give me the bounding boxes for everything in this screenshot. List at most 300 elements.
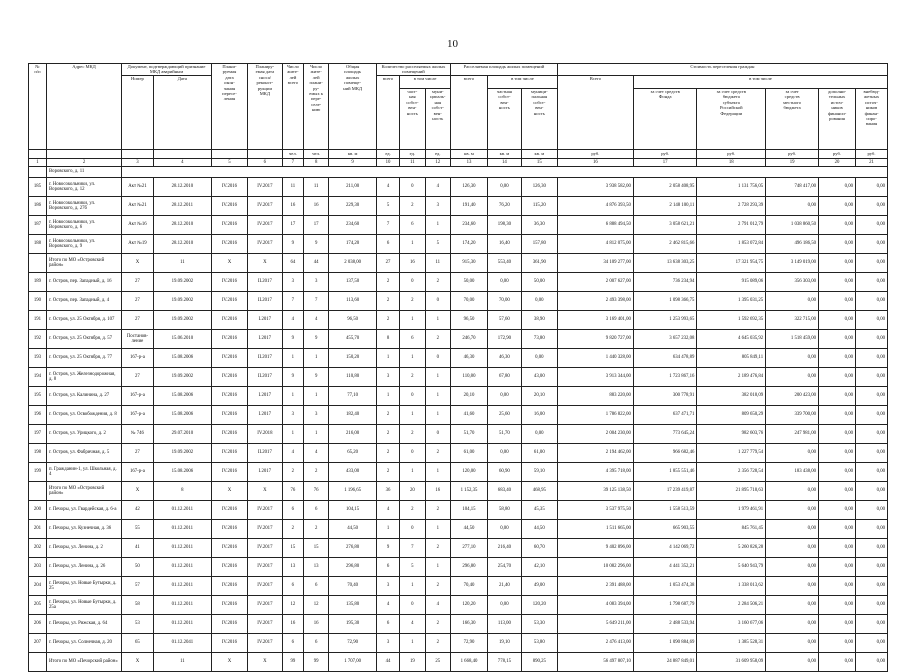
table-row (29, 501, 888, 520)
table-cell: 4 083 394,00 (557, 596, 633, 615)
table-cell: 2 (400, 368, 425, 387)
table-cell: 0,00 (766, 577, 819, 596)
table-cell: 2 058 408,95 (633, 178, 696, 197)
table-cell: 65 (122, 634, 154, 653)
table-cell: 1 (425, 311, 450, 330)
table-cell: 6 (282, 577, 303, 596)
table-cell (29, 482, 47, 501)
table-cell: Акт №21 (122, 197, 154, 216)
address-cell: г. Новосокольники, ул. Воровского, д. 6 (46, 216, 121, 235)
table-cell: I.2017 (247, 406, 282, 425)
table-cell: 1 855 551,46 (633, 463, 696, 482)
table-cell: 1 (282, 387, 303, 406)
table-cell: 0,00 (819, 216, 856, 235)
table-cell: 15 (282, 539, 303, 558)
table-cell: 70,00 (450, 292, 487, 311)
table-cell: 0,00 (766, 292, 819, 311)
header-cost-local: за счет средств местного бюджета (766, 89, 819, 150)
table-cell: 2 004 230,00 (557, 425, 633, 444)
table-cell: 0,00 (856, 482, 888, 501)
table-cell: X (247, 653, 282, 672)
table-cell: 845 761,45 (697, 520, 766, 539)
table-cell: 0,00 (856, 634, 888, 653)
table-cell: 1 (376, 349, 399, 368)
table-cell: 1 798 687,79 (633, 596, 696, 615)
table-cell: № 746 (122, 425, 154, 444)
table-cell: 890,25 (521, 653, 557, 672)
table-cell: 7 (376, 216, 399, 235)
address-cell: г. Остров, ул. Железнодорожная, д. 8 (46, 368, 121, 387)
table-cell: 0,00 (766, 653, 819, 672)
address-cell: г. Печоры, ул. Ленина, д. 26 (46, 558, 121, 577)
address-cell: г. Печоры, ул. Новые Бутырки, д. 25а (46, 596, 121, 615)
table-cell: 2 (400, 292, 425, 311)
table-cell: 19.09.2002 (153, 444, 211, 463)
header-count-incl: в том числе (400, 76, 451, 89)
unit-cell (122, 150, 154, 159)
table-cell: 5 640 943,79 (697, 558, 766, 577)
table-cell: 0,00 (819, 615, 856, 634)
table-cell: 0,00 (856, 349, 888, 368)
table-cell: 0,00 (819, 482, 856, 501)
table-cell: 2 (425, 634, 450, 653)
column-number: 7 (282, 159, 303, 167)
address-cell: г. Остров, ул. Освобождения, д. 8 (46, 406, 121, 425)
table-cell: II.2017 (247, 444, 282, 463)
table-cell: 4 645 035,92 (697, 330, 766, 349)
table-cell: 6 (400, 216, 425, 235)
table-cell: 3 169 401,00 (557, 311, 633, 330)
table-cell: 19,10 (487, 634, 521, 653)
table-cell: 17 (282, 216, 303, 235)
table-cell: 0,00 (856, 368, 888, 387)
table-cell: 11 (153, 653, 211, 672)
table-cell: IV.2016 (211, 463, 247, 482)
table-cell: 2 728 293,39 (697, 197, 766, 216)
column-number: 21 (856, 159, 888, 167)
table-cell: 196 (29, 406, 47, 425)
table-cell: 0,00 (521, 349, 557, 368)
table-cell: 51,70 (450, 425, 487, 444)
table-cell: Акт №16 (122, 216, 154, 235)
table-cell: 41,60 (450, 406, 487, 425)
table-cell: 0,00 (819, 653, 856, 672)
column-number: 20 (819, 159, 856, 167)
continuation-address: Воровского, д. 11 (46, 167, 121, 178)
table-cell: IV.2016 (211, 349, 247, 368)
table-cell: 19 (400, 653, 425, 672)
table-cell: 19.09.2002 (153, 273, 211, 292)
table-cell: IV.2016 (211, 273, 247, 292)
header-area-all: всего (450, 76, 487, 150)
table-cell: 36 (376, 482, 399, 501)
table-cell: IV.2016 (211, 615, 247, 634)
table-cell: 1 (400, 235, 425, 254)
table-cell: 3 (376, 634, 399, 653)
table-cell: 277,10 (450, 539, 487, 558)
table-cell: 0,00 (856, 387, 888, 406)
table-cell: 2 (376, 463, 399, 482)
table-cell: 6 (376, 558, 399, 577)
header-cost-incl: в том числе (633, 76, 887, 89)
table-cell: 64 (282, 254, 303, 273)
table-cell: 65,20 (329, 444, 377, 463)
table-cell: IV.2016 (211, 368, 247, 387)
column-numbers-row (29, 159, 888, 167)
table-cell: 0,00 (856, 406, 888, 425)
unit-cell (29, 150, 47, 159)
table-cell: 27 (122, 292, 154, 311)
address-cell: Итого по МО «Островский район» (46, 482, 121, 501)
header-doc-date: Дата (153, 76, 211, 150)
table-cell: 2 (425, 539, 450, 558)
table-row (29, 197, 888, 216)
address-cell: г. Печоры, ул. Рижская, д. 64 (46, 615, 121, 634)
address-cell: г. Печоры, ул. Солнечная, д. 20 (46, 634, 121, 653)
table-cell: 9 820 727,00 (557, 330, 633, 349)
table-cell: 915,30 (450, 254, 487, 273)
table-cell: 3 149 019,00 (766, 254, 819, 273)
table-cell: 0,00 (856, 539, 888, 558)
table-cell: 0,00 (819, 235, 856, 254)
table-cell: 9 (303, 235, 328, 254)
table-cell: 44,50 (450, 520, 487, 539)
table-cell: 229,30 (329, 197, 377, 216)
table-cell: 0,00 (819, 330, 856, 349)
table-cell: 13 638 303,25 (633, 254, 696, 273)
table-cell: 167-р-а (122, 463, 154, 482)
table-cell: 433,00 (329, 463, 377, 482)
table-cell: 1 (400, 634, 425, 653)
table-cell: 4 (376, 501, 399, 520)
table-cell: 44 (376, 653, 399, 672)
table-cell: 15.08.2006 (153, 406, 211, 425)
unit-cell (46, 150, 121, 159)
units-row (29, 150, 888, 159)
table-cell: 193 (29, 349, 47, 368)
table-cell: 72,90 (450, 634, 487, 653)
table-cell: 44,50 (521, 520, 557, 539)
table-cell: 2 194 462,00 (557, 444, 633, 463)
table-cell: X (211, 653, 247, 672)
table-cell: 16 (282, 197, 303, 216)
table-cell: 0,00 (819, 501, 856, 520)
table-cell: 0,00 (819, 558, 856, 577)
table-cell: 200 423,00 (766, 387, 819, 406)
table-cell: 1 196,65 (329, 482, 377, 501)
address-cell: г. Остров, ул. Калинина, д. 27 (46, 387, 121, 406)
column-number: 14 (487, 159, 521, 167)
table-cell: 53,80 (521, 634, 557, 653)
table-cell: 01.12.2041 (153, 634, 211, 653)
table-cell: 2 (376, 444, 399, 463)
unit-cell: руб. (633, 150, 696, 159)
table-cell: 15 (303, 539, 328, 558)
table-cell: 1 (303, 425, 328, 444)
address-cell: г. Печоры, ул. Гвардейская, д. 6-а (46, 501, 121, 520)
table-cell: 96,50 (329, 311, 377, 330)
table-cell: IV.2017 (247, 178, 282, 197)
table-cell: 2 (376, 425, 399, 444)
table-cell: IV.2016 (211, 387, 247, 406)
table-cell: 198 (29, 444, 47, 463)
table-cell: 254,70 (487, 558, 521, 577)
table-cell: IV.2016 (211, 539, 247, 558)
table-cell: 0,00 (856, 520, 888, 539)
table-cell: 0,00 (819, 349, 856, 368)
table-cell: 216,40 (487, 539, 521, 558)
table-row (29, 577, 888, 596)
table-cell: 188 (29, 235, 47, 254)
table-cell: 6 (400, 330, 425, 349)
table-cell: 2 007 627,00 (557, 273, 633, 292)
table-cell: IV.2016 (211, 330, 247, 349)
header-area-incl: в том числе (487, 76, 557, 89)
address-cell: г. Остров, ул. Фабричная, д. 5 (46, 444, 121, 463)
table-cell: 6 (282, 634, 303, 653)
table-cell: 0,00 (819, 178, 856, 197)
table-cell: IV.2016 (211, 634, 247, 653)
table-cell: 27 (122, 273, 154, 292)
header-n: № п/п (29, 64, 47, 150)
table-cell: 7 (400, 539, 425, 558)
table-cell: IV.2016 (211, 596, 247, 615)
column-number: 18 (697, 159, 766, 167)
table-cell: 0 (400, 520, 425, 539)
table-cell: 966 682,46 (633, 444, 696, 463)
unit-cell: ед. (376, 150, 399, 159)
table-cell: IV.2016 (211, 216, 247, 235)
table-cell: 2 (376, 273, 399, 292)
table-cell: 1 038 860,50 (766, 216, 819, 235)
table-cell: IV.2016 (211, 292, 247, 311)
table-cell: 773 645,24 (633, 425, 696, 444)
table-header (29, 64, 888, 159)
table-cell: 198,30 (487, 216, 521, 235)
table-cell: 199 (29, 463, 47, 482)
table-cell: 982 603,76 (697, 425, 766, 444)
table-cell: 16 (282, 615, 303, 634)
table-cell: 1 853 072,84 (697, 235, 766, 254)
table-cell: 0 (400, 273, 425, 292)
table-cell: 17 321 954,75 (697, 254, 766, 273)
table-cell: 6 888 494,50 (557, 216, 633, 235)
column-number: 11 (400, 159, 425, 167)
table-cell: 61,00 (450, 444, 487, 463)
table-row (29, 387, 888, 406)
table-cell: 2 (425, 273, 450, 292)
table-cell: 1 (425, 406, 450, 425)
address-cell: Итого по МО «Островский район» (46, 254, 121, 273)
header-doc: Документ, подтверждающий признание МКД аварийным (122, 64, 212, 76)
table-cell: 0 (400, 387, 425, 406)
table-cell: IV.2017 (247, 520, 282, 539)
table-cell: 1 668,40 (450, 653, 487, 672)
column-number: 19 (766, 159, 819, 167)
table-cell: IV.2017 (247, 216, 282, 235)
table-cell: 0,00 (856, 235, 888, 254)
table-cell: 0,00 (856, 273, 888, 292)
table-cell: 28.12.2010 (153, 235, 211, 254)
table-cell: 0,00 (819, 596, 856, 615)
table-cell: 7 (303, 292, 328, 311)
table-cell: 0,00 (487, 387, 521, 406)
table-cell: IV.2016 (211, 425, 247, 444)
table-cell: 0,00 (856, 216, 888, 235)
table-cell: 0,00 (856, 292, 888, 311)
table-cell: 1 (400, 577, 425, 596)
table-cell: 3 058 621,21 (633, 216, 696, 235)
table-cell: 216,00 (329, 425, 377, 444)
unit-cell: руб. (697, 150, 766, 159)
table-cell: 0,00 (766, 520, 819, 539)
table-cell: 0,00 (819, 254, 856, 273)
table-cell: 1 (376, 387, 399, 406)
table-cell: 0,00 (819, 273, 856, 292)
unit-cell (211, 150, 247, 159)
table-cell: 27 (122, 311, 154, 330)
unit-cell: руб. (766, 150, 819, 159)
table-cell: X (247, 482, 282, 501)
table-cell: 01.12.2011 (153, 501, 211, 520)
unit-cell: руб. (856, 150, 888, 159)
column-number: 13 (450, 159, 487, 167)
table-cell: 2 (282, 520, 303, 539)
table-cell: 8 (376, 330, 399, 349)
table-cell: 1 (400, 463, 425, 482)
table-cell: 339 700,00 (766, 406, 819, 425)
column-number: 4 (153, 159, 211, 167)
table-cell: IV.2016 (211, 444, 247, 463)
total-row (29, 482, 888, 501)
table-cell: 76 (282, 482, 303, 501)
total-row (29, 653, 888, 672)
table-cell: 0 (400, 444, 425, 463)
table-cell: 0,00 (819, 292, 856, 311)
table-cell: 0,00 (766, 197, 819, 216)
table-cell: 0,00 (856, 330, 888, 349)
table-cell: 205 (29, 596, 47, 615)
column-number: 12 (425, 159, 450, 167)
table-cell: 9 (303, 330, 328, 349)
table-cell: 0,00 (521, 292, 557, 311)
table-cell: 41 (122, 539, 154, 558)
unit-cell: ед. (400, 150, 425, 159)
table-cell: 174,20 (329, 235, 377, 254)
table-cell: 51,70 (487, 425, 521, 444)
address-cell: Итого по МО «Печорский район» (46, 653, 121, 672)
table-cell: 0,00 (521, 425, 557, 444)
table-cell: 0,00 (856, 197, 888, 216)
table-cell: IV.2016 (211, 577, 247, 596)
table-cell: 3 (425, 197, 450, 216)
table-cell: 6 (303, 501, 328, 520)
table-cell: 2 356 728,54 (697, 463, 766, 482)
table-cell: 1 558 513,59 (633, 501, 696, 520)
table-cell: 2 493 398,00 (557, 292, 633, 311)
address-cell: г. Остров, ул. 25 Октября, д. 107 (46, 311, 121, 330)
table-row (29, 330, 888, 349)
table-cell: 01.12.2011 (153, 596, 211, 615)
header-cost-nonbudget: внебюд- жетных источ- ников финан- сиро- вания (856, 89, 888, 150)
table-cell: 01.12.2011 (153, 615, 211, 634)
table-cell: IV.2016 (211, 406, 247, 425)
table-cell: 915 089,06 (697, 273, 766, 292)
table-cell: II.2017 (247, 368, 282, 387)
table-cell: 31 609 958,09 (697, 653, 766, 672)
table-cell: 200 (29, 501, 47, 520)
table-cell: 16 (303, 197, 328, 216)
header-area-private: частная собст- вен- ность (487, 89, 521, 150)
table-cell: IV.2016 (211, 311, 247, 330)
table-cell: IV.2017 (247, 558, 282, 577)
table-cell: 1 152,35 (450, 482, 487, 501)
table-cell: 0,00 (856, 463, 888, 482)
table-cell: 46,30 (450, 349, 487, 368)
table-cell: 0 (425, 292, 450, 311)
table-row (29, 558, 888, 577)
table-cell: 1 707,00 (329, 653, 377, 672)
table-cell: 43,00 (521, 368, 557, 387)
table-cell: 3 (282, 273, 303, 292)
table-cell: 0,00 (819, 520, 856, 539)
table-cell: 4 (282, 311, 303, 330)
table-cell: 0,00 (819, 425, 856, 444)
table-cell: 55 (122, 520, 154, 539)
table-cell: 104,15 (450, 501, 487, 520)
table-cell: 194 (29, 368, 47, 387)
table-cell: 4 (303, 444, 328, 463)
table-cell: 2 462 815,66 (633, 235, 696, 254)
table-cell: 736 234,94 (633, 273, 696, 292)
table-cell: IV.2016 (211, 235, 247, 254)
table-cell: X (211, 482, 247, 501)
table-cell: 2 488 533,94 (633, 615, 696, 634)
table-cell: 2 (376, 292, 399, 311)
table-cell: 11 (303, 178, 328, 197)
table-cell: 3 (303, 273, 328, 292)
table-cell: 167-р-а (122, 387, 154, 406)
table-cell: 356 303,00 (766, 273, 819, 292)
unit-cell: руб. (557, 150, 633, 159)
table-cell: 0,00 (856, 653, 888, 672)
table-cell: 683,40 (487, 482, 521, 501)
table-cell: 0,00 (819, 463, 856, 482)
address-cell: г. Остров, ул. 25 Октября, д. 57 (46, 330, 121, 349)
table-cell: 296,80 (329, 558, 377, 577)
header-count-total: всего (376, 76, 399, 150)
unit-cell (153, 150, 211, 159)
table-cell: 19.09.2002 (153, 311, 211, 330)
table-cell: 361,90 (521, 254, 557, 273)
table-cell: 67,80 (487, 368, 521, 387)
table-cell: 0,00 (819, 368, 856, 387)
table-cell: 3 657 232,08 (633, 330, 696, 349)
table-cell: 01.12.2011 (153, 577, 211, 596)
table-cell: 0,00 (856, 311, 888, 330)
table-cell: IV.2017 (247, 197, 282, 216)
table-cell: X (211, 254, 247, 273)
table-cell: 10 082 296,00 (557, 558, 633, 577)
table-cell: 382 018,09 (697, 387, 766, 406)
table-cell: Постанов-ление (122, 330, 154, 349)
table-cell: 0,00 (819, 406, 856, 425)
table-cell: 211,00 (329, 178, 377, 197)
table-cell: 25,60 (487, 406, 521, 425)
table-cell: 6 (303, 634, 328, 653)
table-cell: 247 981,00 (766, 425, 819, 444)
table-cell: 99 (303, 653, 328, 672)
